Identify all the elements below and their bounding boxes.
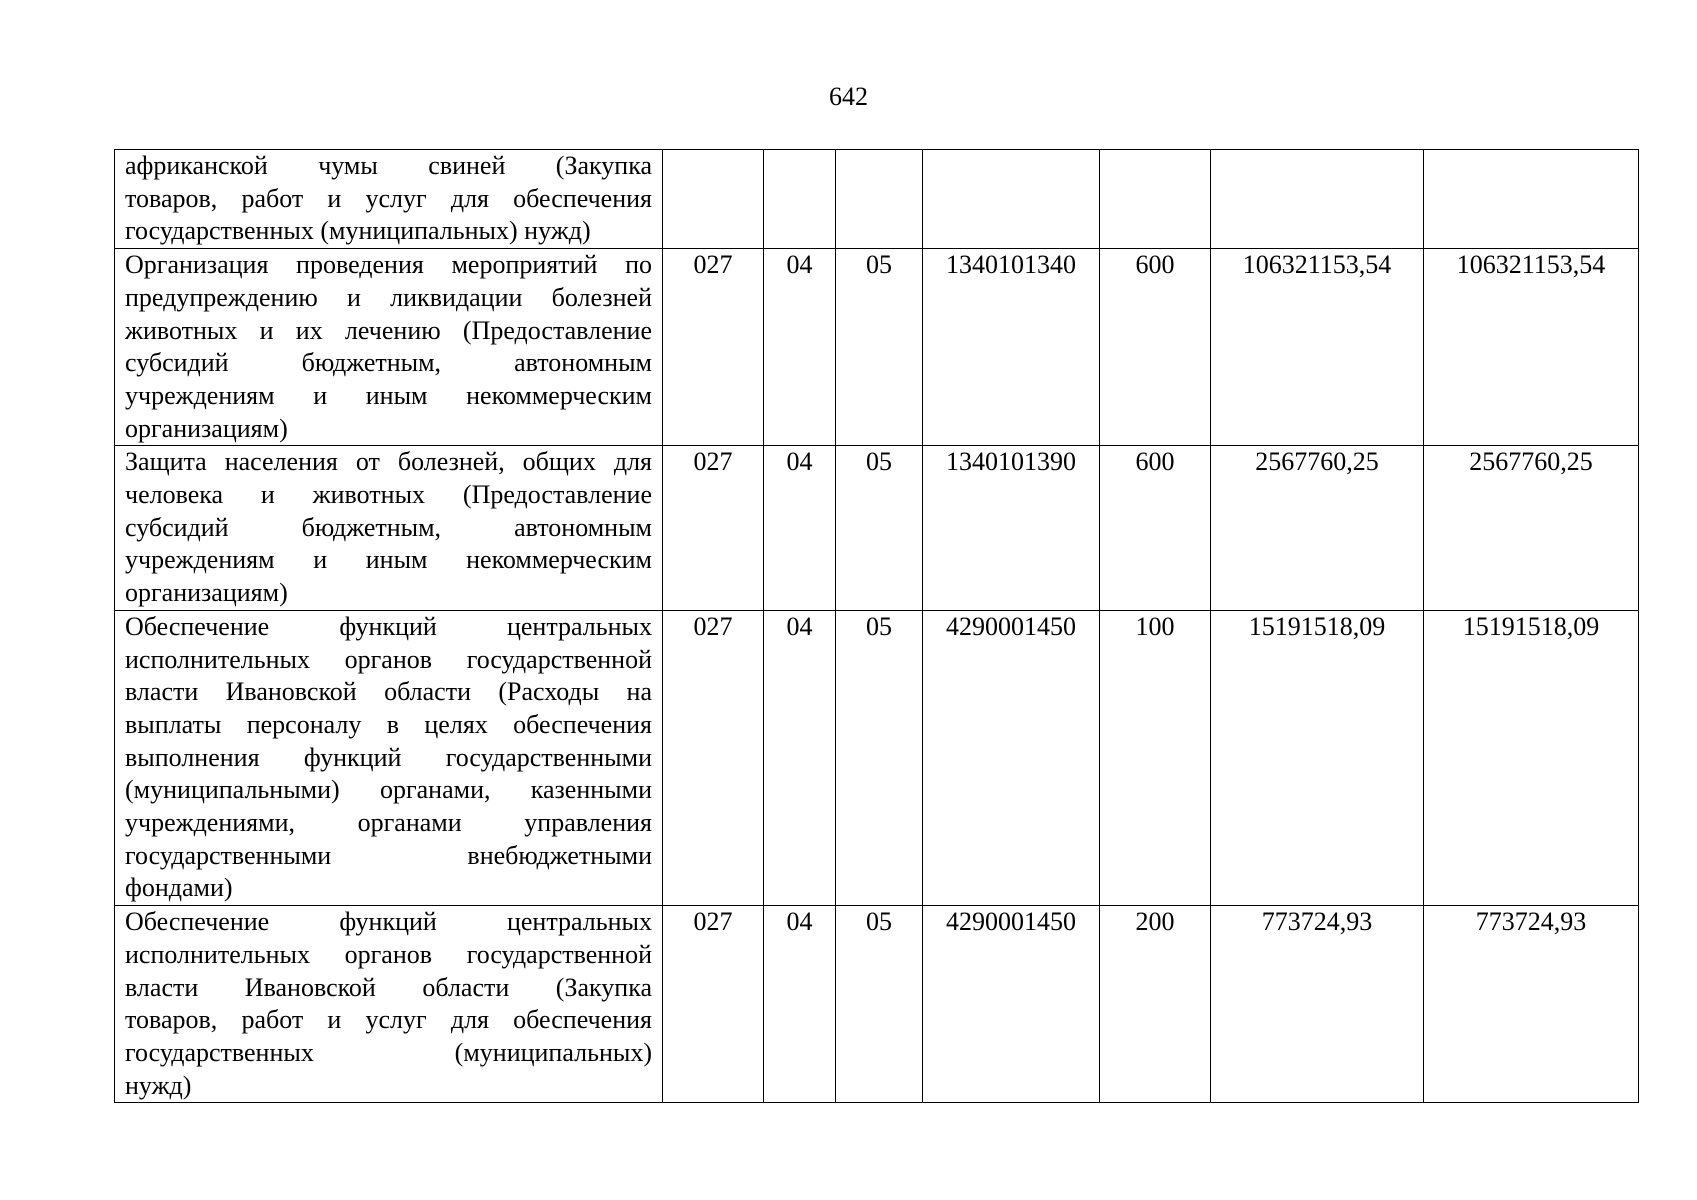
expense-type-code [1100, 150, 1211, 249]
ministry-code: 027 [663, 906, 764, 1103]
ministry-code: 027 [663, 249, 764, 446]
description-line: фондами) [125, 873, 233, 903]
amount-2 [1424, 150, 1639, 249]
subsection-code [836, 150, 923, 249]
table-row [115, 446, 1639, 611]
description-line: человека и животных (Предоставление [125, 480, 652, 510]
amount-2: 2567760,25 [1424, 446, 1639, 611]
row-description [115, 446, 663, 611]
description-line: предупреждению и ликвидации болезней [125, 282, 652, 312]
description-line: государственных (муниципальных) нужд) [125, 216, 591, 246]
description-line: власти Ивановской области (Закупка [125, 972, 652, 1002]
expense-type-code: 600 [1100, 446, 1211, 611]
amount-1: 2567760,25 [1211, 446, 1424, 611]
section-code: 04 [764, 610, 836, 905]
amount-1: 773724,93 [1211, 906, 1424, 1103]
table-body [115, 150, 1639, 1103]
target-article-code: 1340101390 [923, 446, 1100, 611]
table-row [115, 610, 1639, 905]
amount-1: 106321153,54 [1211, 249, 1424, 446]
description-line: товаров, работ и услуг для обеспечения [125, 1005, 652, 1035]
description-line: товаров, работ и услуг для обеспечения [125, 183, 652, 213]
amount-1 [1211, 150, 1424, 249]
ministry-code [663, 150, 764, 249]
amount-1: 15191518,09 [1211, 610, 1424, 905]
table-row [115, 906, 1639, 1103]
subsection-code: 05 [836, 249, 923, 446]
description-line: (муниципальными) органами, казенными [125, 775, 652, 805]
description-line: субсидий бюджетным, автономным [125, 512, 652, 542]
target-article-code: 1340101340 [923, 249, 1100, 446]
expense-type-code: 200 [1100, 906, 1211, 1103]
subsection-code: 05 [836, 610, 923, 905]
description-line: организациям) [125, 578, 288, 608]
row-description [115, 249, 663, 446]
section-code: 04 [764, 906, 836, 1103]
description-line: выплаты персоналу в целях обеспечения [125, 709, 652, 739]
table-row [115, 150, 1639, 249]
description-line: выполнения функций государственными [125, 742, 652, 772]
expense-type-code: 600 [1100, 249, 1211, 446]
target-article-code: 4290001450 [923, 906, 1100, 1103]
description-line: Организация проведения мероприятий по [125, 250, 652, 280]
description-line: государственных (муниципальных) [125, 1037, 652, 1067]
subsection-code: 05 [836, 446, 923, 611]
ministry-code: 027 [663, 610, 764, 905]
description-line: нужд) [125, 1070, 192, 1100]
description-line: африканской чумы свиней (Закупка [125, 151, 652, 180]
amount-2: 15191518,09 [1424, 610, 1639, 905]
section-code: 04 [764, 446, 836, 611]
description-line: животных и их лечению (Предоставление [125, 315, 652, 345]
amount-2: 106321153,54 [1424, 249, 1639, 446]
table-row [115, 249, 1639, 446]
description-line: организациям) [125, 413, 288, 443]
row-description [115, 906, 663, 1103]
description-line: исполнительных органов государственной [125, 644, 652, 674]
target-article-code: 4290001450 [923, 610, 1100, 905]
amount-2: 773724,93 [1424, 906, 1639, 1103]
description-line: власти Ивановской области (Расходы на [125, 677, 652, 707]
description-line: учреждениями, органами управления [125, 808, 652, 838]
description-line: Обеспечение функций центральных [125, 907, 652, 937]
row-description [115, 610, 663, 905]
description-line: субсидий бюджетным, автономным [125, 348, 652, 378]
section-code [764, 150, 836, 249]
description-line: государственными внебюджетными [125, 840, 652, 870]
description-line: Обеспечение функций центральных [125, 611, 652, 641]
budget-table [114, 149, 1639, 1103]
description-line: Защита населения от болезней, общих для [125, 447, 652, 477]
page-number: 642 [829, 82, 868, 111]
row-description [115, 150, 663, 249]
target-article-code [923, 150, 1100, 249]
description-line: учреждениям и иным некоммерческим [125, 380, 652, 410]
ministry-code: 027 [663, 446, 764, 611]
section-code: 04 [764, 249, 836, 446]
expense-type-code: 100 [1100, 610, 1211, 905]
description-line: учреждениям и иным некоммерческим [125, 545, 652, 575]
subsection-code: 05 [836, 906, 923, 1103]
description-line: исполнительных органов государственной [125, 939, 652, 969]
